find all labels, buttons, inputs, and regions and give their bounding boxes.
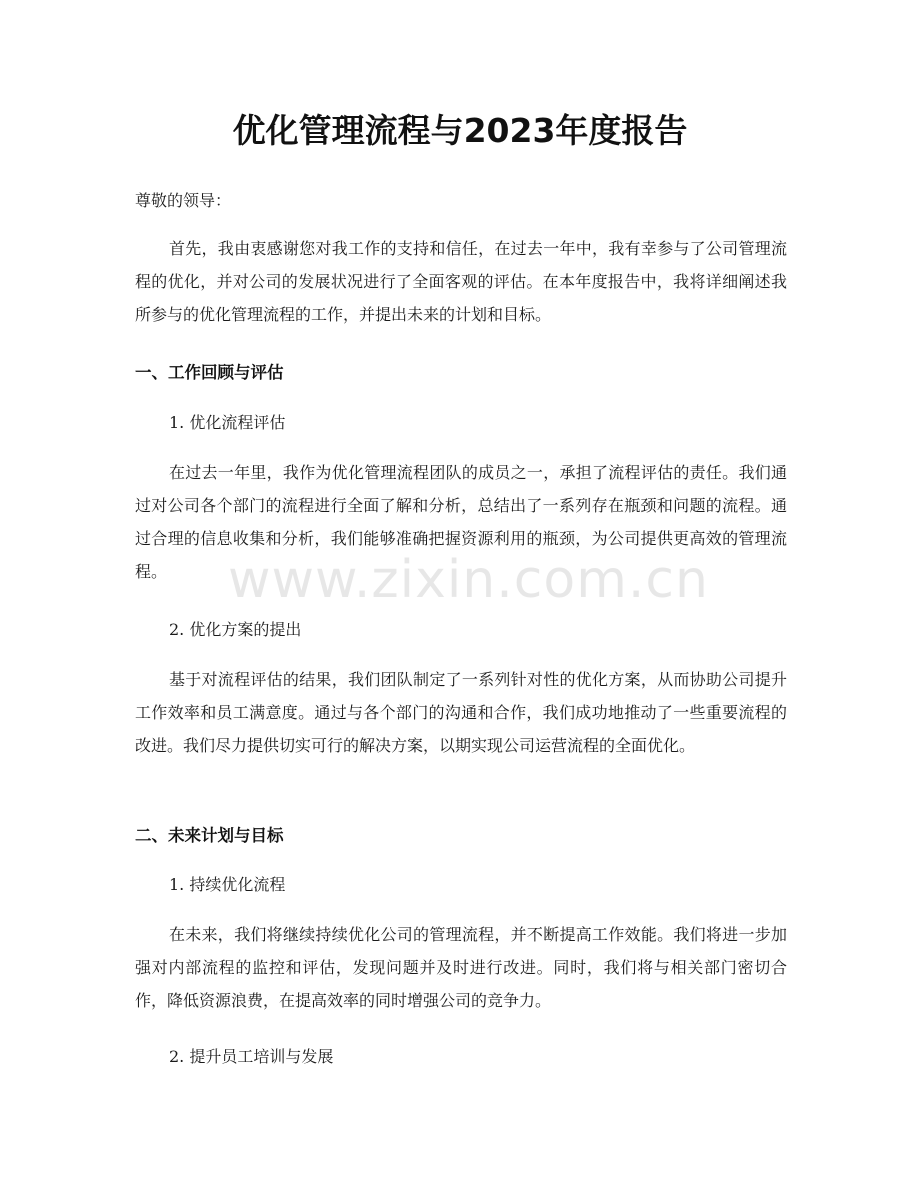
document-title: 优化管理流程与2023年度报告 (232, 111, 688, 150)
greeting: 尊敬的领导： (135, 191, 232, 210)
watermark: www.zixin.com.cn (228, 550, 709, 610)
paragraph-process-evaluation: 在过去一年里，我作为优化管理流程团队的成员之一，承担了流程评估的责任。我们通过对公司各个部门的流程进行全面了解和分析，总结出了一系列存在瓶颈和问题的流程。通过合理的信息收集和分析，我们能够准确把握资源利用的瓶颈，为公司提供更高效的管理流程。 (135, 463, 787, 581)
subheading-employee-training: 2. 提升员工培训与发展 (169, 1047, 334, 1066)
subheading-optimization-plan: 2. 优化方案的提出 (169, 620, 302, 639)
paragraph-optimization-plan: 基于对流程评估的结果，我们团队制定了一系列针对性的优化方案，从而协助公司提升工作效率和员工满意度。通过与各个部门的沟通和合作，我们成功地推动了一些重要流程的改进。我们尽力提供切实可行的解决方案，以期实现公司运营流程的全面优化。 (135, 670, 787, 755)
section-heading-future: 二、未来计划与目标 (135, 826, 284, 845)
subheading-continuous-optimization: 1. 持续优化流程 (169, 875, 286, 894)
section-heading-review: 一、工作回顾与评估 (135, 363, 284, 382)
subheading-process-evaluation: 1. 优化流程评估 (169, 413, 286, 432)
intro-paragraph: 首先，我由衷感谢您对我工作的支持和信任，在过去一年中，我有幸参与了公司管理流程的优化，并对公司的发展状况进行了全面客观的评估。在本年度报告中，我将详细阐述我所参与的优化管理流程的工作，并提出未来的计划和目标。 (135, 239, 787, 324)
paragraph-continuous-optimization: 在未来，我们将继续持续优化公司的管理流程，并不断提高工作效能。我们将进一步加强对内部流程的监控和评估，发现问题并及时进行改进。同时，我们将与相关部门密切合作，降低资源浪费，在提高效率的同时增强公司的竞争力。 (135, 925, 787, 1010)
